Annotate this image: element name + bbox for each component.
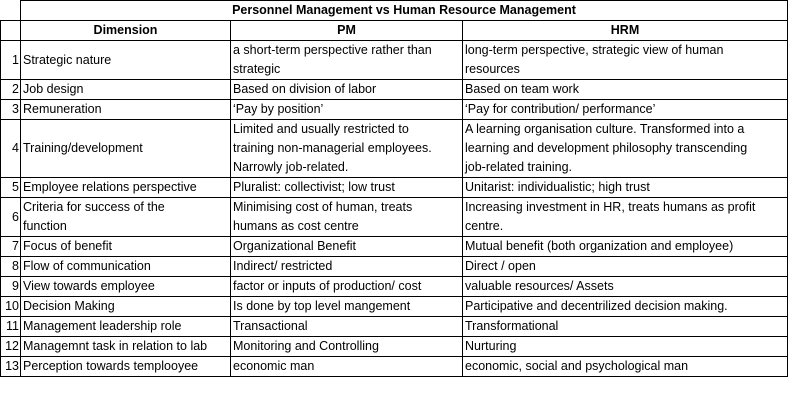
hrm-cell bbox=[463, 237, 788, 257]
hrm-cell bbox=[463, 198, 788, 237]
row-number: 10 bbox=[1, 297, 21, 317]
cell-line: ‘Pay for contribution/ performance’ bbox=[465, 102, 656, 116]
row-number: 2 bbox=[1, 80, 21, 100]
pm-cell bbox=[231, 198, 463, 237]
table-row bbox=[1, 80, 788, 100]
cell-line: resources bbox=[465, 62, 520, 76]
row-number: 5 bbox=[1, 178, 21, 198]
cell-line: Based on team work bbox=[465, 82, 579, 96]
row-number: 8 bbox=[1, 257, 21, 277]
row-number: 6 bbox=[1, 198, 21, 237]
dimension-cell: Flow of communication bbox=[21, 257, 231, 277]
table-title: Personnel Management vs Human Resource Management bbox=[21, 1, 788, 21]
header-pm: PM bbox=[231, 21, 463, 41]
pm-cell bbox=[231, 277, 463, 297]
table-row bbox=[1, 178, 788, 198]
hrm-cell bbox=[463, 100, 788, 120]
table-row bbox=[1, 277, 788, 297]
cell-line: factor or inputs of production/ cost bbox=[233, 279, 422, 293]
cell-line: humans as cost centre bbox=[233, 219, 359, 233]
table-row bbox=[1, 297, 788, 317]
row-number: 7 bbox=[1, 237, 21, 257]
cell-line: Transactional bbox=[233, 319, 308, 333]
cell-line: Indirect/ restricted bbox=[233, 259, 333, 273]
pm-cell bbox=[231, 41, 463, 80]
pm-cell bbox=[231, 257, 463, 277]
hrm-cell bbox=[463, 178, 788, 198]
pm-cell bbox=[231, 317, 463, 337]
hrm-cell bbox=[463, 80, 788, 100]
cell-line: Mutual benefit (both organization and employee) bbox=[465, 239, 734, 253]
cell-line: job-related training. bbox=[465, 160, 573, 174]
cell-line: Organizational Benefit bbox=[233, 239, 356, 253]
cell-line: Criteria for success of the bbox=[23, 200, 165, 214]
cell-line: Nurturing bbox=[465, 339, 517, 353]
dimension-cell: Decision Making bbox=[21, 297, 231, 317]
cell-line: Narrowly job-related. bbox=[233, 160, 349, 174]
cell-line: Monitoring and Controlling bbox=[233, 339, 379, 353]
table-row bbox=[1, 198, 788, 237]
dimension-cell: Job design bbox=[21, 80, 231, 100]
empty-corner-cell bbox=[1, 1, 21, 21]
row-number: 13 bbox=[1, 357, 21, 377]
cell-line: Participative and decentrilized decision making. bbox=[465, 299, 728, 313]
table-row bbox=[1, 120, 788, 178]
dimension-cell: Strategic nature bbox=[21, 41, 231, 80]
cell-line: Limited and usually restricted to bbox=[233, 122, 409, 136]
dimension-cell: Management leadership role bbox=[21, 317, 231, 337]
pm-cell bbox=[231, 237, 463, 257]
table-row bbox=[1, 337, 788, 357]
hrm-cell bbox=[463, 337, 788, 357]
cell-line: Pluralist: collectivist; low trust bbox=[233, 180, 395, 194]
header-dimension: Dimension bbox=[21, 21, 231, 41]
cell-line: Is done by top level mangement bbox=[233, 299, 411, 313]
hrm-cell bbox=[463, 317, 788, 337]
cell-line: A learning organisation culture. Transformed into a bbox=[465, 122, 745, 136]
cell-line: long-term perspective, strategic view of human bbox=[465, 43, 724, 57]
dimension-cell: Focus of benefit bbox=[21, 237, 231, 257]
dimension-cell: Employee relations perspective bbox=[21, 178, 231, 198]
cell-line: Transformational bbox=[465, 319, 559, 333]
cell-line: training non-managerial employees. bbox=[233, 141, 432, 155]
pm-cell bbox=[231, 120, 463, 178]
pm-cell bbox=[231, 80, 463, 100]
pm-cell bbox=[231, 100, 463, 120]
table-row bbox=[1, 100, 788, 120]
pm-cell bbox=[231, 178, 463, 198]
row-number: 12 bbox=[1, 337, 21, 357]
dimension-cell: Perception towards templooyee bbox=[21, 357, 231, 377]
row-number: 3 bbox=[1, 100, 21, 120]
cell-line: economic man bbox=[233, 359, 315, 373]
row-number: 4 bbox=[1, 120, 21, 178]
hrm-cell bbox=[463, 297, 788, 317]
cell-line: strategic bbox=[233, 62, 281, 76]
cell-line: Increasing investment in HR, treats humans as profit bbox=[465, 200, 756, 214]
dimension-cell: Remuneration bbox=[21, 100, 231, 120]
pm-cell bbox=[231, 357, 463, 377]
header-num bbox=[1, 21, 21, 41]
cell-line: economic, social and psychological man bbox=[465, 359, 689, 373]
table-row bbox=[1, 41, 788, 80]
row-number: 9 bbox=[1, 277, 21, 297]
hrm-cell bbox=[463, 120, 788, 178]
cell-line: Based on division of labor bbox=[233, 82, 377, 96]
cell-line: learning and development philosophy transcending bbox=[465, 141, 748, 155]
table-row bbox=[1, 317, 788, 337]
cell-line: function bbox=[23, 219, 67, 233]
row-number: 1 bbox=[1, 41, 21, 80]
dimension-cell: Managemnt task in relation to lab bbox=[21, 337, 231, 357]
hrm-cell bbox=[463, 357, 788, 377]
pm-cell bbox=[231, 297, 463, 317]
header-hrm: HRM bbox=[463, 21, 788, 41]
hrm-cell bbox=[463, 41, 788, 80]
dimension-cell bbox=[21, 198, 231, 237]
cell-line: ‘Pay by position’ bbox=[233, 102, 324, 116]
table-row bbox=[1, 237, 788, 257]
hrm-cell bbox=[463, 257, 788, 277]
dimension-cell: Training/development bbox=[21, 120, 231, 178]
dimension-cell: View towards employee bbox=[21, 277, 231, 297]
table-row bbox=[1, 357, 788, 377]
hrm-cell bbox=[463, 277, 788, 297]
cell-line: Minimising cost of human, treats bbox=[233, 200, 413, 214]
cell-line: a short-term perspective rather than bbox=[233, 43, 432, 57]
cell-line: valuable resources/ Assets bbox=[465, 279, 614, 293]
table-row bbox=[1, 257, 788, 277]
row-number: 11 bbox=[1, 317, 21, 337]
cell-line: centre. bbox=[465, 219, 504, 233]
cell-line: Direct / open bbox=[465, 259, 536, 273]
cell-line: Unitarist: individualistic; high trust bbox=[465, 180, 650, 194]
pm-cell bbox=[231, 337, 463, 357]
